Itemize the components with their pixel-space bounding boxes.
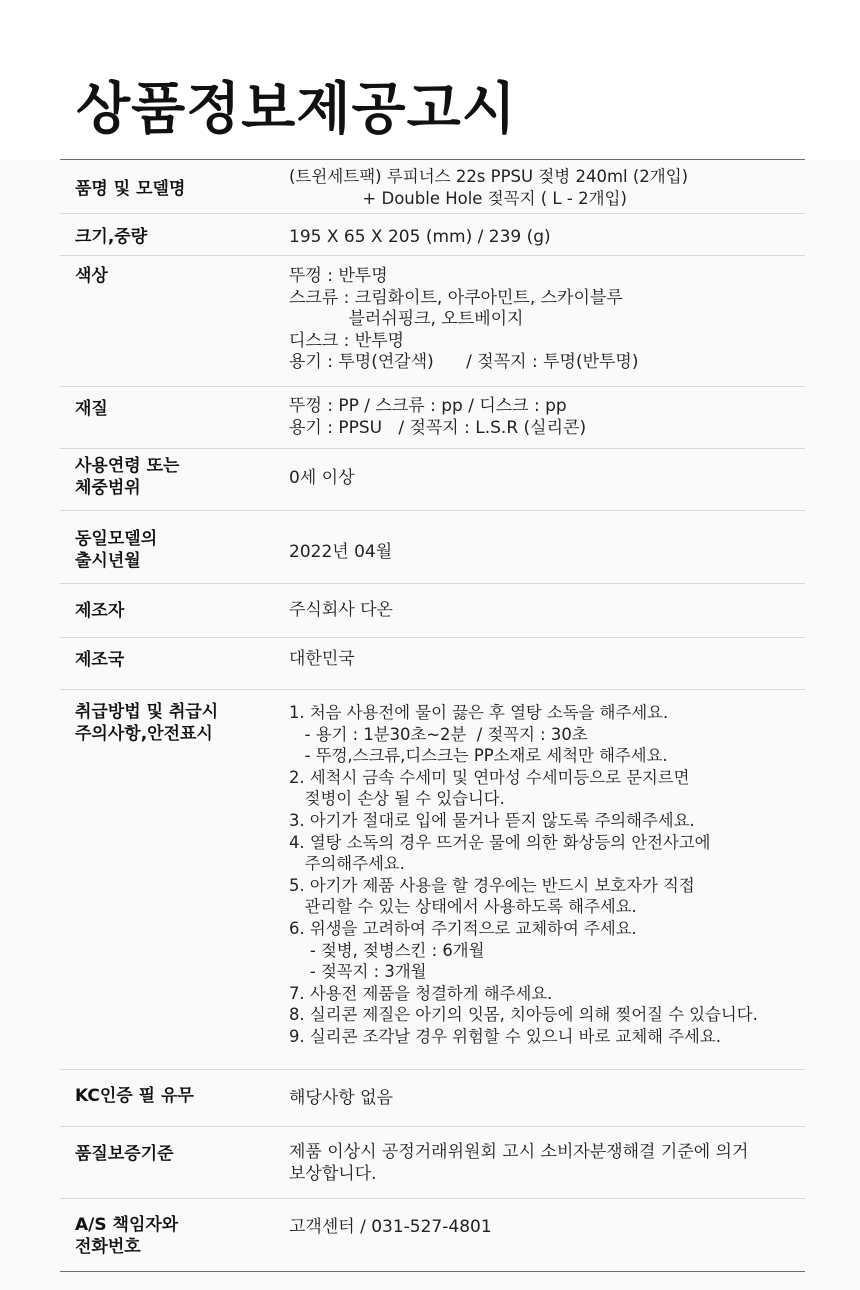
row-value: (트윈세트팩) 루피너스 22s PPSU 젖병 240ml (2개입) + Double Hole 젖꼭지 ( L - 2개입) [289,167,689,208]
row-value: 주식회사 다온 [289,600,393,620]
header [0,0,860,160]
row-label: 사용연령 또는 체중범위 [75,456,180,498]
row-label: A/S 책임자와 전화번호 [75,1215,179,1257]
row-label: 동일모델의 출시년월 [75,529,158,571]
row-label: 크기,중량 [75,227,148,247]
table-row [60,449,805,511]
table-row [60,1199,805,1272]
row-label: KC인증 필 유무 [75,1086,194,1106]
table-row [60,214,805,256]
row-value: 대한민국 [289,649,355,669]
table-row [60,256,805,387]
table-row [60,511,805,584]
row-value: 0세 이상 [289,468,355,488]
table-row [60,1127,805,1199]
row-label: 품질보증기준 [75,1144,174,1164]
table-row [60,1070,805,1127]
row-label: 품명 및 모델명 [75,179,186,199]
row-value: 제품 이상시 공정거래위원회 고시 소비자분쟁해결 기준에 의거 보상합니다. [289,1142,749,1184]
page-title: 상품정보제공고시 [76,77,517,142]
table-row [60,387,805,449]
row-value: 1. 처음 사용전에 물이 끓은 후 열탕 소독을 해주세요. - 용기 : 1분30초~2분 / 젖꼭지 : 30초 - 뚜껑,스크류,디스크는 PP소재로 세척만 해주세요. 2. 세척시 금속 수세미 및 연마성 수세미등으로 문지르면 젖병이 손상 될 수 있습니다. 3. 아기가 절대로 입에 물거나 뜯지 않도록 주의해주세요. 4. 열탕 소독의 경우 뜨거운 물에 의한 화상등의 안전사고에 주의해주세요. 5. 아기가 제품 사용을 할 경우에는 반드시 보호자가 직접 관리할 수 있는 상태에서 사용하도록 해주세요. 6. 위생을 고려하여 주기적으로 교체하여 주세요. - 젖병, 젖병스킨 : 6개월 - 젖꼭지 : 3개월 7. 사용전 제품을 청결하게 해주세요. 8. 실리콘 제질은 아기의 잇몸, 치아등에 의해 찢어질 수 있습니다. 9. 실리콘 조각날 경우 위험할 수 있으니 바로 교체해 주세요. [289,703,758,1046]
row-value: 뚜껑 : PP / 스크류 : pp / 디스크 : pp 용기 : PPSU / 젖꼭지 : L.S.R (실리콘) [289,396,587,438]
row-label: 제조국 [75,650,125,670]
row-label: 재질 [75,399,108,419]
product-info-table [60,159,805,1272]
table-row [60,690,805,1070]
row-value: 고객센터 / 031-527-4801 [289,1217,492,1237]
row-label: 색상 [75,266,108,286]
table-row [60,584,805,638]
row-label: 제조자 [75,601,125,621]
row-value: 뚜껑 : 반투명 스크류 : 크림화이트, 아쿠아민트, 스카이블루 블러쉬핑크, 오트베이지 디스크 : 반투명 용기 : 투명(연갈색) / 젖꼭지 : 투명(반투명) [289,266,639,373]
row-label: 취급방법 및 취급시 주의사항,안전표시 [75,702,219,744]
table-row [60,638,805,690]
table-row [60,160,805,214]
row-value: 195 X 65 X 205 (mm) / 239 (g) [289,227,551,247]
row-value: 해당사항 없음 [289,1088,393,1108]
row-value: 2022년 04월 [289,542,393,562]
